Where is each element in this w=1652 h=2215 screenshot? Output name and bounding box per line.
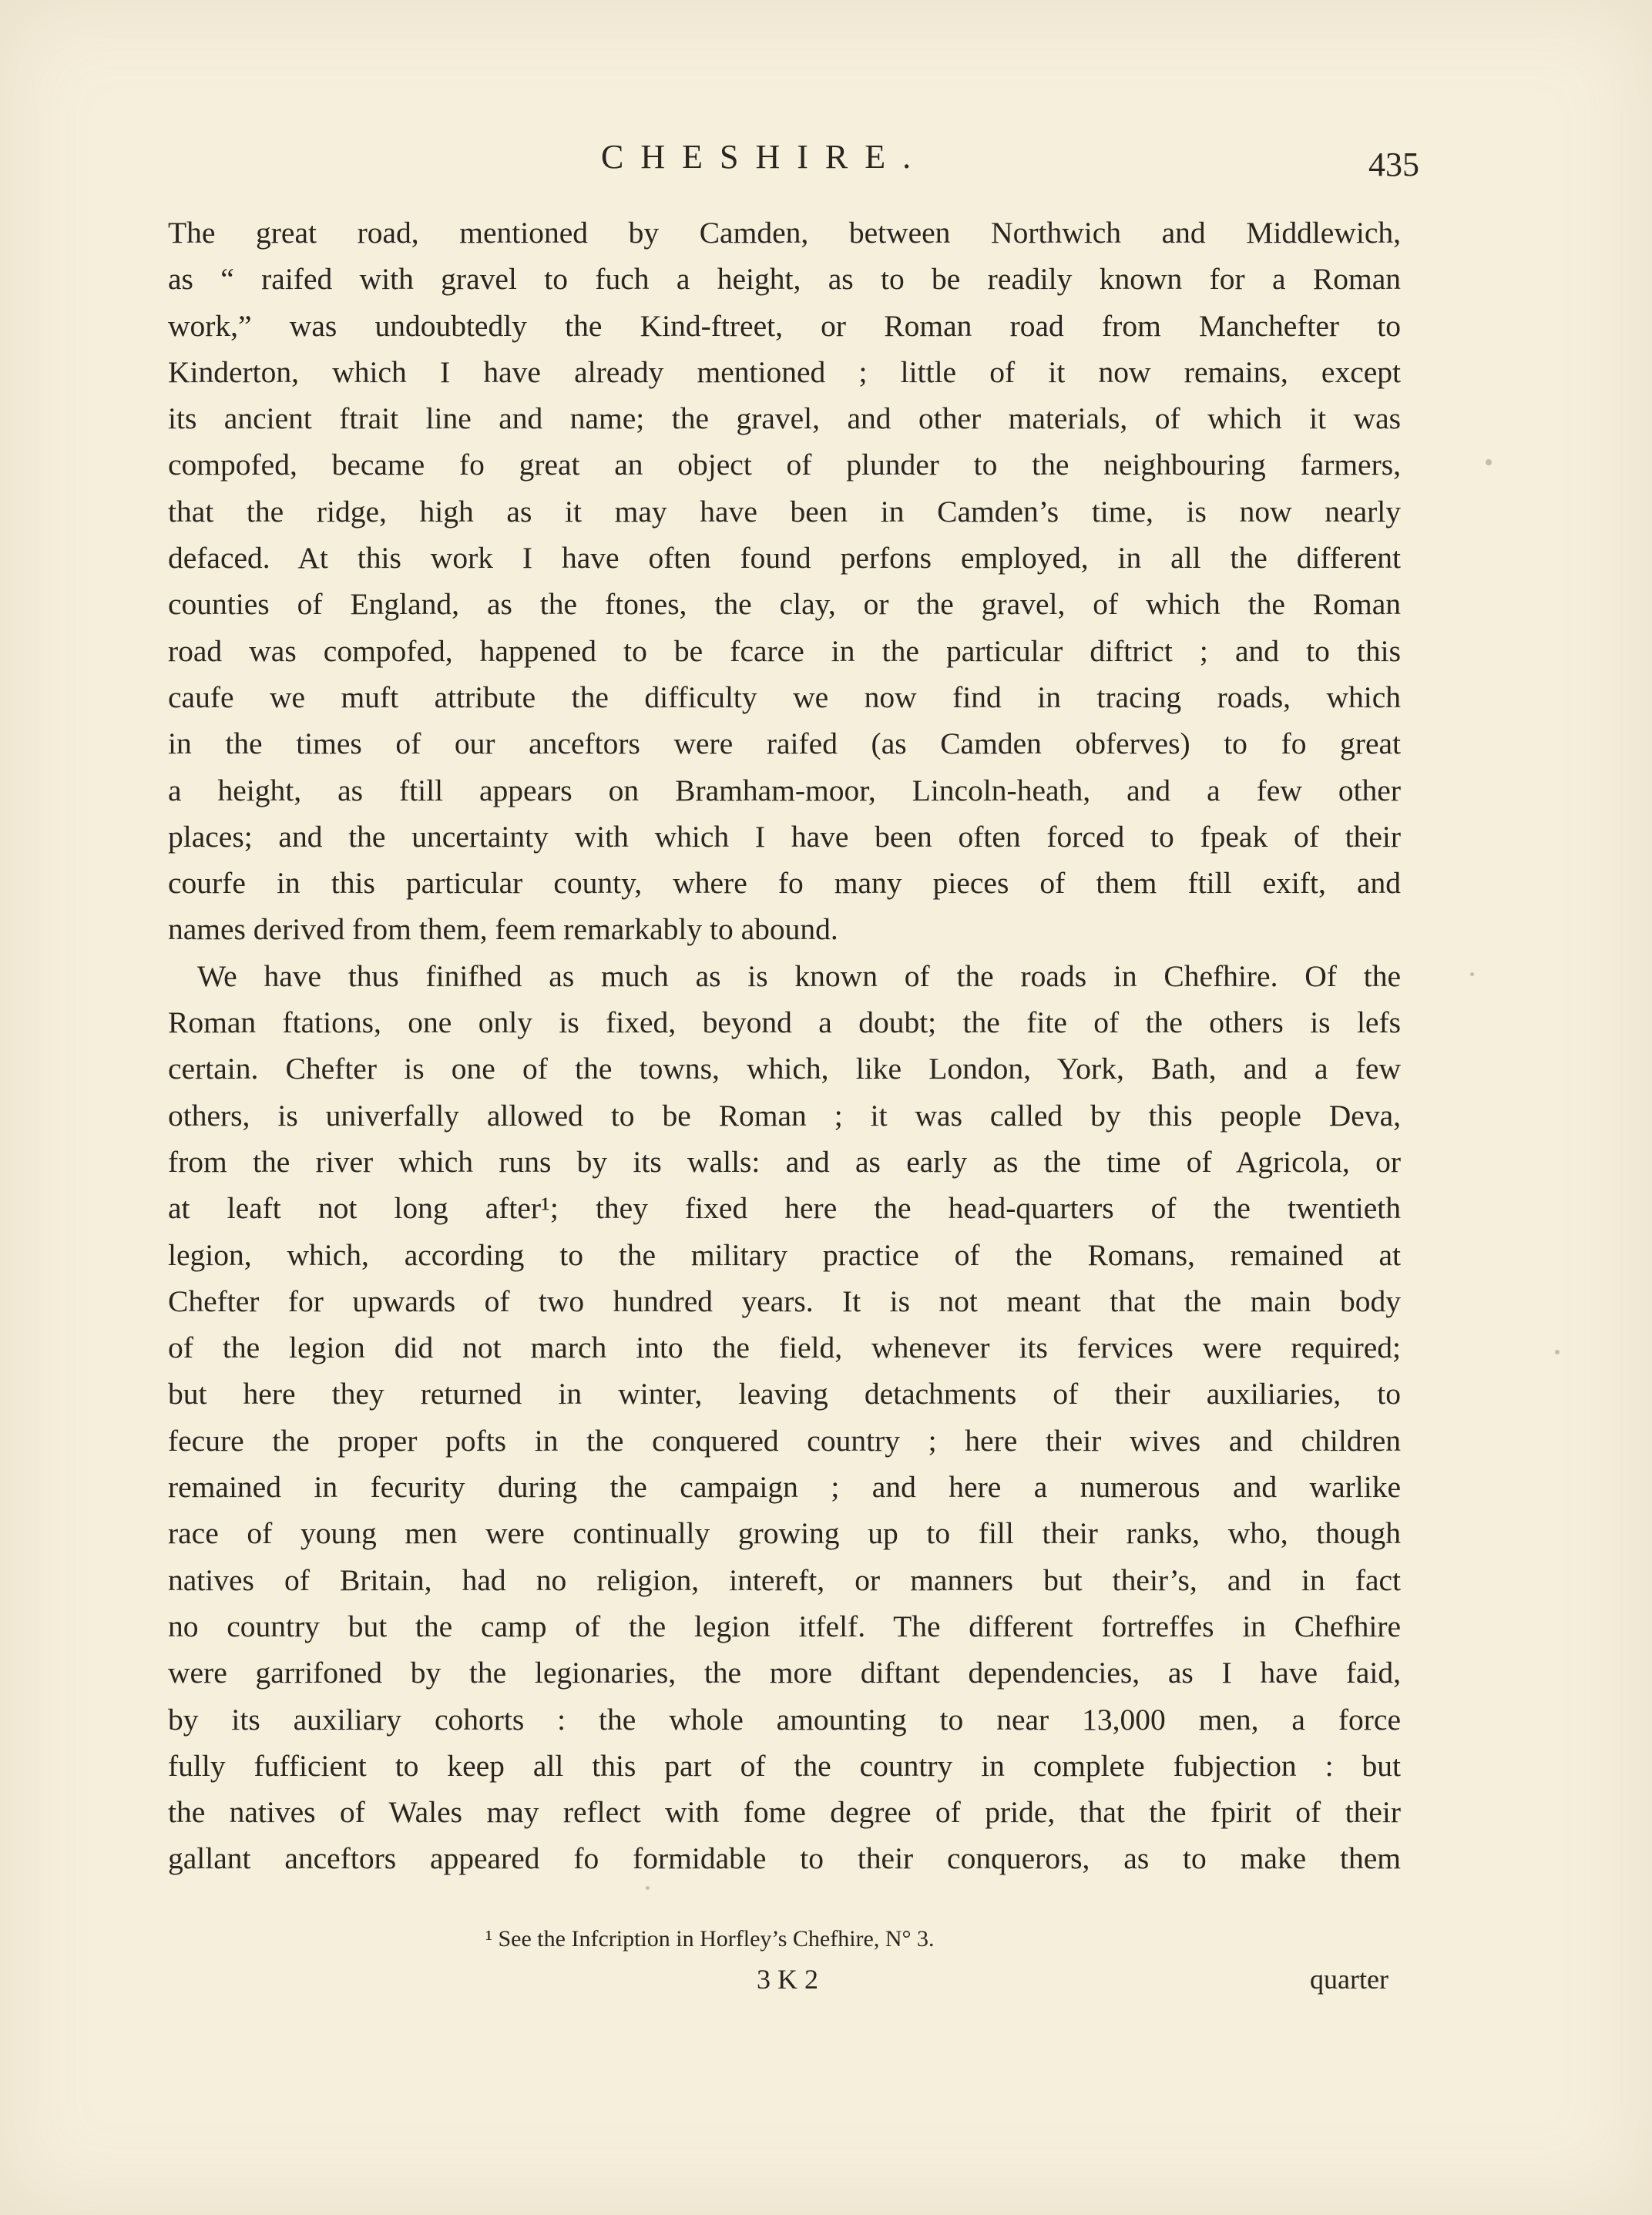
text-line: fully fufficient to keep all this part of the country in complete fubjection : but (168, 1748, 1401, 1783)
text-line: We have thus finifhed as much as is known of the roads in Chefhire. Of the (197, 958, 1401, 993)
text-line: places; and the uncertainty with which I have been often forced to fpeak of their (168, 819, 1401, 854)
running-title: CHESHIRE. (601, 138, 928, 176)
text-line: natives of Britain, had no religion, intereft, or manners but their’s, and in fact (168, 1562, 1401, 1597)
text-line: The great road, mentioned by Camden, between Northwich and Middlewich, (168, 216, 1401, 250)
text-line: no country but the camp of the legion itfelf. The different fortreffes in Chefhire (168, 1609, 1401, 1643)
text-line: others, is univerfally allowed to be Roman ; it was called by this people Deva, (168, 1098, 1401, 1133)
text-line: compofed, became fo great an object of plunder to the neighbouring farmers, (168, 448, 1401, 482)
text-line: its ancient ftrait line and name; the gravel, and other materials, of which it was (168, 401, 1401, 436)
text-line: from the river which runs by its walls: and as early as the time of Agricola, or (168, 1144, 1401, 1179)
page-header (0, 137, 1652, 191)
catchword: quarter (1310, 1964, 1388, 1995)
text-line: race of young men were continually growing up to fill their ranks, who, though (168, 1516, 1401, 1551)
text-line: of the legion did not march into the field, whenever its fervices were required; (168, 1331, 1401, 1365)
text-line: names derived from them, feem remarkably to abound. (168, 912, 838, 947)
text-line: in the times of our anceftors were raifed (as Camden obferves) to fo great (168, 727, 1401, 761)
page-number: 435 (1368, 146, 1419, 183)
text-line: work,” was undoubtedly the Kind-ftreet, or Roman road from Manchefter to (168, 308, 1401, 343)
text-line: defaced. At this work I have often found perfons employed, in all the different (168, 541, 1401, 576)
paper-speck (1555, 1350, 1560, 1354)
text-line: at leaft not long after¹; they fixed here the head-quarters of the twentieth (168, 1191, 1401, 1226)
text-line: remained in fecurity during the campaign ; and here a numerous and warlike (168, 1470, 1401, 1505)
text-line: that the ridge, high as it may have been in Camden’s time, is now nearly (168, 494, 1401, 529)
text-line: the natives of Wales may reflect with fome degree of pride, that the fpirit of their (168, 1795, 1401, 1830)
text-line: Kinderton, which I have already mentioned ; little of it now remains, except (168, 354, 1401, 389)
text-line: as “ raifed with gravel to fuch a height, as to be readily known for a Roman (168, 262, 1401, 297)
text-line: Roman ftations, one only is fixed, beyond a doubt; the fite of the others is lefs (168, 1005, 1401, 1040)
paper-speck (1470, 972, 1474, 976)
text-line: but here they returned in winter, leaving detachments of their auxiliaries, to (168, 1377, 1401, 1411)
text-line: road was compofed, happened to be fcarce in the particular diftrict ; and to this (168, 633, 1401, 668)
text-line: fecure the proper pofts in the conquered country ; here their wives and children (168, 1423, 1401, 1458)
text-line: legion, which, according to the military practice of the Romans, remained at (168, 1237, 1401, 1272)
text-line: gallant anceftors appeared fo formidable to their conquerors, as to make them (168, 1841, 1401, 1876)
text-line: certain. Chefter is one of the towns, which, like London, York, Bath, and a few (168, 1052, 1401, 1086)
text-line: counties of England, as the ftones, the clay, or the gravel, of which the Roman (168, 587, 1401, 622)
text-line: were garrifoned by the legionaries, the more diftant dependencies, as I have faid, (168, 1656, 1401, 1690)
paper-speck (1486, 459, 1492, 465)
text-line: Chefter for upwards of two hundred years. It is not meant that the main body (168, 1284, 1401, 1318)
text-line: courfe in this particular county, where fo many pieces of them ftill exift, and (168, 866, 1401, 901)
paper-speck (646, 1886, 650, 1890)
text-line: caufe we muft attribute the difficulty we now find in tracing roads, which (168, 680, 1401, 714)
text-line: a height, as ftill appears on Bramham-moor, Lincoln-heath, and a few other (168, 773, 1401, 807)
footnote: ¹ See the Infcription in Horfley’s Chefhire, N° 3. (485, 1926, 935, 1952)
body-text (168, 210, 1401, 1882)
text-line: by its auxiliary cohorts : the whole amounting to near 13,000 men, a force (168, 1702, 1401, 1737)
signature-mark: 3 K 2 (757, 1964, 818, 1995)
